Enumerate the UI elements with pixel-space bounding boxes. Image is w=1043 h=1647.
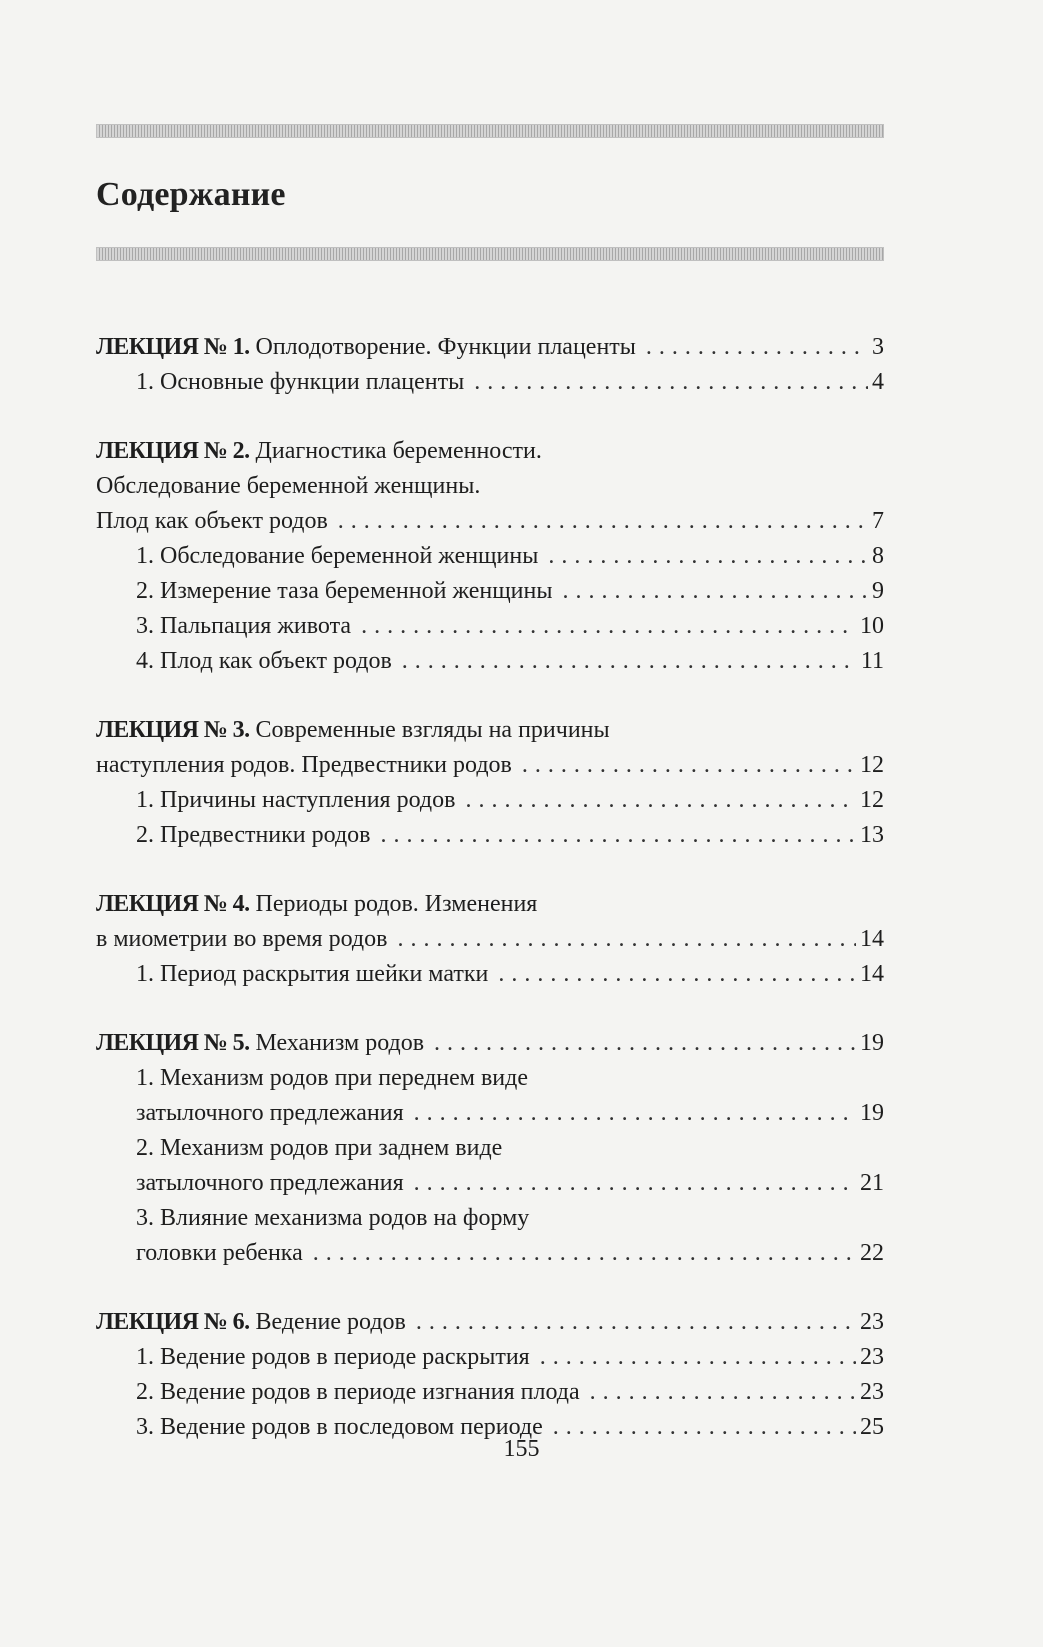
entry-page-number: 3	[872, 334, 884, 360]
entry-page-number: 4	[872, 369, 884, 395]
entry-page-number: 7	[872, 508, 884, 534]
toc-entry	[96, 469, 884, 504]
dot-leader	[474, 365, 868, 400]
toc-entry	[96, 922, 884, 957]
entry-title: 1. Основные функции плаценты	[136, 369, 465, 395]
entry-title: 1. Причины наступления родов	[136, 787, 456, 813]
dot-leader	[465, 783, 856, 818]
entry-page-number: 9	[872, 578, 884, 604]
header-rule-bottom	[96, 247, 884, 261]
entry-title: затылочного предлежания	[136, 1100, 404, 1126]
entry-page-number: 19	[860, 1100, 884, 1126]
entry-page-number: 23	[860, 1344, 884, 1370]
toc-subentry	[96, 1166, 884, 1201]
entry-page-number: 14	[860, 961, 884, 987]
entry-title: в миометрии во время родов	[96, 926, 388, 952]
toc-subentry	[96, 365, 884, 400]
entry-title: 4. Плод как объект родов	[136, 648, 392, 674]
entry-page-number: 14	[860, 926, 884, 952]
entry-title: 3. Пальпация живота	[136, 613, 352, 639]
entry-title: 3. Влияние механизма родов на форму	[136, 1205, 530, 1231]
entry-title: 1. Ведение родов в периоде раскрытия	[136, 1344, 530, 1370]
dot-leader	[338, 504, 868, 539]
toc-lecture	[96, 330, 884, 400]
entry-page-number: 10	[860, 613, 884, 639]
dot-leader	[397, 922, 856, 957]
toc-subentry	[96, 644, 884, 679]
toc-subentry	[96, 818, 884, 853]
entry-title: 1. Обследование беременной женщины	[136, 543, 539, 569]
lecture-label: ЛЕКЦИЯ № 4.	[96, 891, 250, 917]
lecture-label: ЛЕКЦИЯ № 3.	[96, 717, 250, 743]
dot-leader	[498, 957, 856, 992]
toc-subentry	[96, 1340, 884, 1375]
entry-title: Плод как объект родов	[96, 508, 328, 534]
entry-title: 1. Механизм родов при переднем виде	[136, 1065, 529, 1091]
entry-page-number: 25	[860, 1414, 884, 1440]
entry-title: 1. Период раскрытия шейки матки	[136, 961, 489, 987]
entry-title: наступления родов. Предвестники родов	[96, 752, 512, 778]
header-rule-top	[96, 124, 884, 138]
entry-page-number: 12	[860, 752, 884, 778]
lecture-label: ЛЕКЦИЯ № 2.	[96, 438, 250, 464]
entry-title: Механизм родов	[255, 1030, 425, 1056]
entry-title: Обследование беременной женщины.	[96, 473, 481, 499]
lecture-label: ЛЕКЦИЯ № 5.	[96, 1030, 250, 1056]
entry-title: Современные взгляды на причины	[255, 717, 610, 743]
dot-leader	[361, 609, 856, 644]
toc-subentry	[96, 1096, 884, 1131]
dot-leader	[381, 818, 856, 853]
dot-leader	[313, 1236, 856, 1271]
dot-leader	[540, 1340, 856, 1375]
entry-page-number: 8	[872, 543, 884, 569]
toc-subentry	[96, 1061, 884, 1096]
entry-page-number: 22	[860, 1240, 884, 1266]
toc-entry	[96, 887, 884, 922]
dot-leader	[434, 1026, 856, 1061]
entry-page-number: 13	[860, 822, 884, 848]
entry-title: Ведение родов	[255, 1309, 406, 1335]
lecture-label: ЛЕКЦИЯ № 1.	[96, 334, 250, 360]
entry-title: Периоды родов. Изменения	[255, 891, 538, 917]
entry-title: 3. Ведение родов в последовом периоде	[136, 1414, 543, 1440]
toc-lecture	[96, 713, 884, 853]
entry-title: 2. Предвестники родов	[136, 822, 371, 848]
toc-entry	[96, 504, 884, 539]
dot-leader	[402, 644, 857, 679]
entry-title: затылочного предлежания	[136, 1170, 404, 1196]
toc-entry	[96, 330, 884, 365]
toc-lecture	[96, 1305, 884, 1445]
toc-subentry	[96, 1131, 884, 1166]
dot-leader	[416, 1305, 856, 1340]
page-title: Содержание	[96, 176, 286, 213]
toc-lecture	[96, 887, 884, 992]
dot-leader	[563, 574, 869, 609]
entry-page-number: 23	[860, 1379, 884, 1405]
toc-entry	[96, 748, 884, 783]
toc-entry	[96, 434, 884, 469]
toc-subentry	[96, 1236, 884, 1271]
toc-lecture	[96, 1026, 884, 1271]
entry-title: 2. Механизм родов при заднем виде	[136, 1135, 503, 1161]
toc-subentry	[96, 609, 884, 644]
toc-subentry	[96, 783, 884, 818]
dot-leader	[646, 330, 868, 365]
page-number: 155	[503, 1436, 540, 1462]
entry-title: Диагностика беременности.	[255, 438, 542, 464]
table-of-contents	[96, 330, 884, 1479]
dot-leader	[522, 748, 856, 783]
entry-page-number: 11	[860, 648, 884, 674]
entry-title: Оплодотворение. Функции плаценты	[255, 334, 636, 360]
toc-subentry	[96, 1201, 884, 1236]
entry-page-number: 19	[860, 1030, 884, 1056]
dot-leader	[414, 1166, 856, 1201]
toc-subentry	[96, 1375, 884, 1410]
entry-title: 2. Измерение таза беременной женщины	[136, 578, 553, 604]
toc-entry	[96, 1026, 884, 1061]
toc-entry	[96, 1305, 884, 1340]
dot-leader	[590, 1375, 856, 1410]
dot-leader	[548, 539, 868, 574]
entry-title: головки ребенка	[136, 1240, 303, 1266]
toc-subentry	[96, 574, 884, 609]
dot-leader	[414, 1096, 856, 1131]
toc-lecture	[96, 434, 884, 679]
toc-subentry	[96, 957, 884, 992]
lecture-label: ЛЕКЦИЯ № 6.	[96, 1309, 250, 1335]
toc-entry	[96, 713, 884, 748]
entry-title: 2. Ведение родов в периоде изгнания плода	[136, 1379, 580, 1405]
entry-page-number: 12	[860, 787, 884, 813]
entry-page-number: 21	[860, 1170, 884, 1196]
toc-subentry	[96, 539, 884, 574]
entry-page-number: 23	[860, 1309, 884, 1335]
